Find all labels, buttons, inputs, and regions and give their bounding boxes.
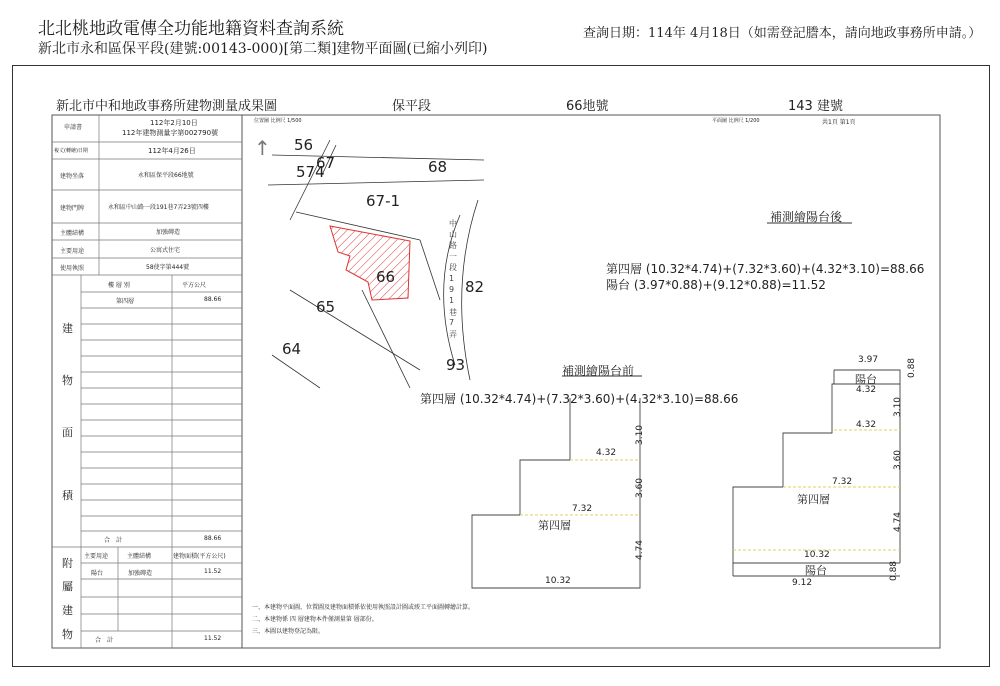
page-count: 共1頁 第1頁: [822, 119, 856, 126]
annex-side-label-1: 附: [62, 557, 73, 570]
col-area: 平方公尺: [182, 282, 207, 289]
annex-side-label-4: 物: [62, 628, 73, 641]
permit-label: 使用執照: [60, 265, 85, 272]
after-dim-h2: 3.60: [893, 449, 904, 471]
note-3: 三、本圖以建物登記為限。: [252, 628, 325, 635]
before-dim-h2: 3.60: [635, 477, 646, 499]
site-label: 建物坐落: [60, 173, 85, 180]
plan-scale: 平面圖 比例尺 1/200: [712, 118, 760, 124]
use-label: 主要用途: [60, 248, 85, 255]
road-char-7: 9: [449, 285, 455, 294]
section-name: 保平段: [392, 99, 432, 114]
road-char-9: 巷: [449, 308, 457, 317]
before-dim-h1: 3.10: [635, 424, 646, 446]
use: 公寓式住宅: [150, 247, 181, 254]
after-dim-h3: 4.74: [893, 511, 904, 533]
road-char-5: 段: [449, 263, 457, 272]
plan-after-formula-floor: 第四層 (10.32*4.74)+(7.32*3.60)+(4.32*3.10)=88.66: [606, 262, 925, 276]
before-dim-w4: 10.32: [545, 576, 571, 586]
road-char-3: 路: [449, 241, 457, 250]
road-char-1: 中: [449, 219, 457, 228]
survey-date-label: 複丈(轉繪)日期: [54, 148, 88, 154]
areas-side-label-2: 物: [62, 374, 73, 387]
lot-label-56: 56: [294, 136, 314, 154]
lot-label-66: 66: [376, 268, 396, 286]
after-dim-w1: 4.32: [856, 385, 877, 395]
document-subtitle: 新北市永和區保平段(建號:00143-000)[第二類]建物平面圖(已縮小列印): [38, 41, 488, 57]
road-char-11: 弄: [449, 330, 457, 339]
note-2: 二、本建物係 四 層建物本件僅測量第 層部份。: [252, 616, 378, 623]
annex-total: 11.52: [204, 635, 222, 642]
col-floor: 樓 層 別: [108, 282, 130, 289]
plan-before-title: 補測繪陽台前: [562, 364, 635, 378]
lot-label-67-1: 67-1: [366, 192, 401, 210]
road-char-6: 1: [449, 274, 455, 283]
area-row-floor: 第四層: [116, 298, 135, 305]
before-floor-label: 第四層: [538, 519, 571, 532]
address-label: 建物門牌: [60, 205, 85, 212]
annex-row-use: 陽台: [91, 570, 104, 577]
annex-row-structure: 加強磚造: [128, 570, 153, 577]
after-dim-top-w: 3.97: [858, 355, 879, 365]
annex-total-label: 合 計: [95, 637, 114, 644]
before-dim-w3: 7.32: [572, 504, 593, 514]
road-char-4: 一: [449, 252, 457, 261]
annex-col-area: 建物面積(平方公尺): [173, 553, 226, 560]
lot-label-82: 82: [465, 278, 485, 296]
applicant-date: 112年2月10日: [150, 119, 198, 127]
annex-col-use: 主要用途: [84, 553, 109, 560]
note-1: 一、本建物平面圖、位置圖及建物面積係依使用執照設計圖或竣工平面圖轉繪計算。: [252, 604, 475, 611]
after-dim-w4: 10.32: [804, 550, 830, 560]
before-dim-w2: 4.32: [596, 448, 617, 458]
applicant-no: 112年建物測量字第002790號: [122, 129, 219, 137]
lot-label-65: 65: [316, 298, 336, 316]
before-dim-h3: 4.74: [635, 539, 646, 561]
structure: 加強磚造: [156, 229, 181, 236]
after-dim-w2: 4.32: [856, 420, 877, 430]
annex-row-area: 11.52: [204, 568, 222, 575]
after-floor-label: 第四層: [797, 493, 830, 506]
permit: 58使字第444號: [146, 264, 190, 271]
plan-after-formula-balcony: 陽台 (3.97*0.88)+(9.12*0.88)=11.52: [606, 278, 826, 292]
lot-label-64: 64: [282, 340, 302, 358]
query-date: 查詢日期：114年 4月18日（如需登記謄本，請向地政事務所申請。）: [583, 26, 982, 41]
plan-after-title: 補測繪陽台後: [770, 210, 843, 224]
survey-date: 112年4月26日: [148, 147, 196, 155]
lot-number: 66地號: [566, 99, 609, 114]
after-balcony-bottom: 陽台: [805, 564, 827, 577]
road-char-10: 7: [449, 318, 455, 327]
address: 永和區中山路一段191巷7弄23號四樓: [108, 204, 209, 211]
after-dim-w3: 7.32: [832, 477, 853, 487]
annex-col-structure: 主體結構: [127, 553, 152, 560]
areas-total-label: 合 計: [104, 537, 123, 544]
areas-total: 88.66: [204, 535, 222, 542]
office-title: 新北市中和地政事務所建物測量成果圖: [56, 99, 278, 114]
lot-label-574: 574: [296, 163, 325, 181]
road-char-8: 1: [449, 296, 455, 305]
annex-side-label-2: 屬: [62, 580, 73, 593]
north-arrow-icon: ↑: [254, 136, 271, 160]
building-number: 143 建號: [788, 99, 843, 114]
annex-side-label-3: 建: [62, 604, 73, 617]
after-dim-h1: 3.10: [893, 396, 904, 418]
plan-before-formula: 第四層 (10.32*4.74)+(7.32*3.60)+(4.32*3.10)=88.66: [420, 392, 739, 406]
road-char-2: 山: [449, 230, 457, 239]
areas-side-label-1: 建: [62, 322, 73, 335]
lot-label-68: 68: [428, 158, 448, 176]
after-dim-top-d: 0.88: [907, 357, 918, 379]
system-title: 北北桃地政電傳全功能地籍資料查詢系統: [38, 19, 344, 39]
area-row-value: 88.66: [204, 296, 222, 303]
applicant-label: 申請書: [64, 124, 83, 131]
after-dim-bottom-d: 0.88: [889, 560, 900, 582]
after-balcony-top: 陽台: [855, 373, 877, 386]
location-scale: 位置圖 比例尺 1/500: [254, 118, 302, 124]
lot-label-67: 67: [316, 154, 336, 172]
lot-label-93: 93: [446, 356, 466, 374]
areas-side-label-4: 積: [62, 489, 73, 502]
structure-label: 主體結構: [60, 230, 85, 237]
areas-side-label-3: 面: [62, 426, 73, 439]
site: 永和區保平段66地號: [138, 172, 194, 179]
after-dim-bottom-w: 9.12: [792, 578, 813, 588]
